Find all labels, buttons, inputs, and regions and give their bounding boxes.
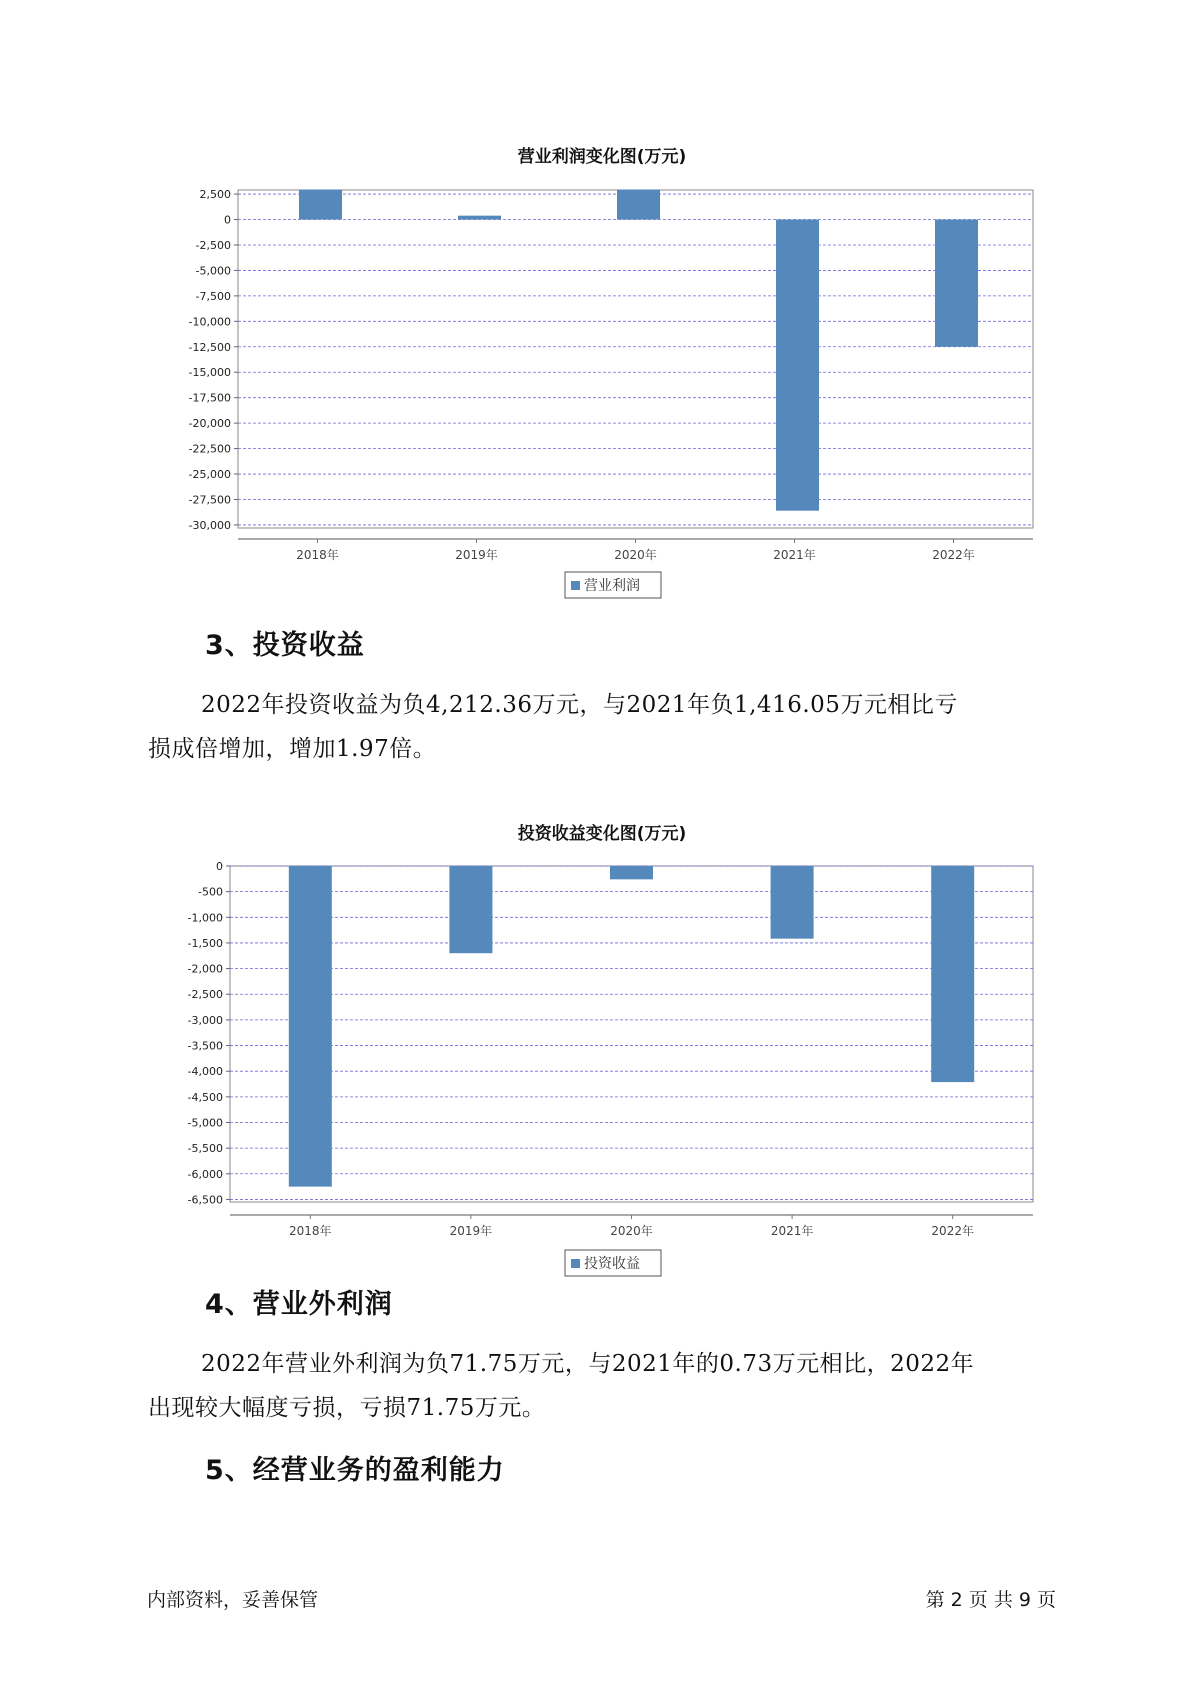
y-tick-label: -2,500: [187, 988, 223, 1002]
chart-title: 投资收益变化图(万元): [517, 824, 687, 844]
bar: [610, 866, 653, 879]
y-tick-label: -27,500: [188, 493, 231, 507]
y-tick-label: -1,500: [187, 936, 223, 950]
y-tick-label: -2,000: [187, 962, 223, 976]
x-tick-label: 2020年: [610, 1224, 653, 1238]
paragraph-line: 损成倍增加，增加1.97倍。: [148, 736, 437, 762]
y-tick-label: -4,500: [187, 1090, 223, 1104]
y-tick-label: -6,000: [187, 1167, 223, 1181]
x-tick-label: 2018年: [296, 548, 339, 562]
y-tick-label: -5,000: [195, 264, 231, 278]
legend-label: 投资收益: [584, 1256, 640, 1272]
x-tick-label: 2018年: [289, 1224, 332, 1238]
y-tick-label: -10,000: [188, 315, 231, 329]
y-tick-label: -2,500: [195, 238, 231, 252]
x-tick-label: 2019年: [449, 1224, 493, 1238]
y-tick-label: -5,000: [187, 1116, 223, 1130]
chart-legend: [565, 1250, 661, 1276]
y-tick-label: 0: [224, 213, 231, 227]
y-tick-label: 2,500: [199, 188, 231, 202]
footer-confidential-note: 内部资料，妥善保管: [147, 1589, 319, 1611]
y-tick-label: -22,500: [188, 442, 231, 456]
x-tick-label: 2022年: [931, 1224, 974, 1238]
plot-area: [230, 866, 1033, 1202]
section-4-paragraph: [148, 1342, 1058, 1430]
bar: [771, 866, 814, 939]
legend-swatch: [571, 1259, 580, 1268]
y-tick-label: -17,500: [188, 391, 231, 405]
y-tick-label: -1,000: [187, 911, 223, 925]
y-tick-label: -4,000: [187, 1065, 223, 1079]
chart-title: 营业利润变化图(万元): [517, 147, 687, 167]
x-tick-label: 2021年: [773, 548, 816, 562]
footer-page-number: 第 2 页 共 9 页: [925, 1589, 1056, 1611]
y-tick-label: -12,500: [188, 340, 231, 354]
paragraph-line: 2022年投资收益为负4,212.36万元，与2021年负1,416.05万元相比亏: [201, 692, 958, 718]
x-tick-label: 2022年: [932, 548, 975, 562]
legend-label: 营业利润: [584, 578, 640, 594]
bar: [449, 866, 492, 953]
x-tick-label: 2021年: [770, 1224, 814, 1238]
y-tick-label: -25,000: [188, 468, 231, 482]
section-3-paragraph: [148, 683, 1058, 771]
section-4-heading: 4、营业外利润: [205, 1289, 393, 1320]
x-tick-label: 2020年: [614, 548, 657, 562]
y-tick-label: -7,500: [195, 289, 231, 303]
y-tick-label: -5,500: [187, 1142, 223, 1156]
y-tick-label: -15,000: [188, 366, 231, 380]
y-tick-label: 0: [216, 860, 223, 873]
paragraph-line: 出现较大幅度亏损，亏损71.75万元。: [148, 1395, 546, 1421]
x-tick-label: 2019年: [455, 548, 498, 562]
bar: [931, 866, 974, 1082]
section-3-heading: 3、投资收益: [205, 630, 365, 661]
paragraph-line: 2022年营业外利润为负71.75万元，与2021年的0.73万元相比，2022年: [201, 1351, 975, 1377]
y-tick-label: -30,000: [188, 518, 231, 532]
section-5-heading: 5、经营业务的盈利能力: [205, 1455, 505, 1486]
y-tick-label: -500: [198, 885, 223, 899]
y-tick-label: -20,000: [188, 417, 231, 431]
y-tick-label: -3,500: [187, 1039, 223, 1053]
y-tick-label: -3,000: [187, 1013, 223, 1027]
y-tick-label: -6,500: [187, 1193, 223, 1207]
bar: [289, 866, 332, 1187]
